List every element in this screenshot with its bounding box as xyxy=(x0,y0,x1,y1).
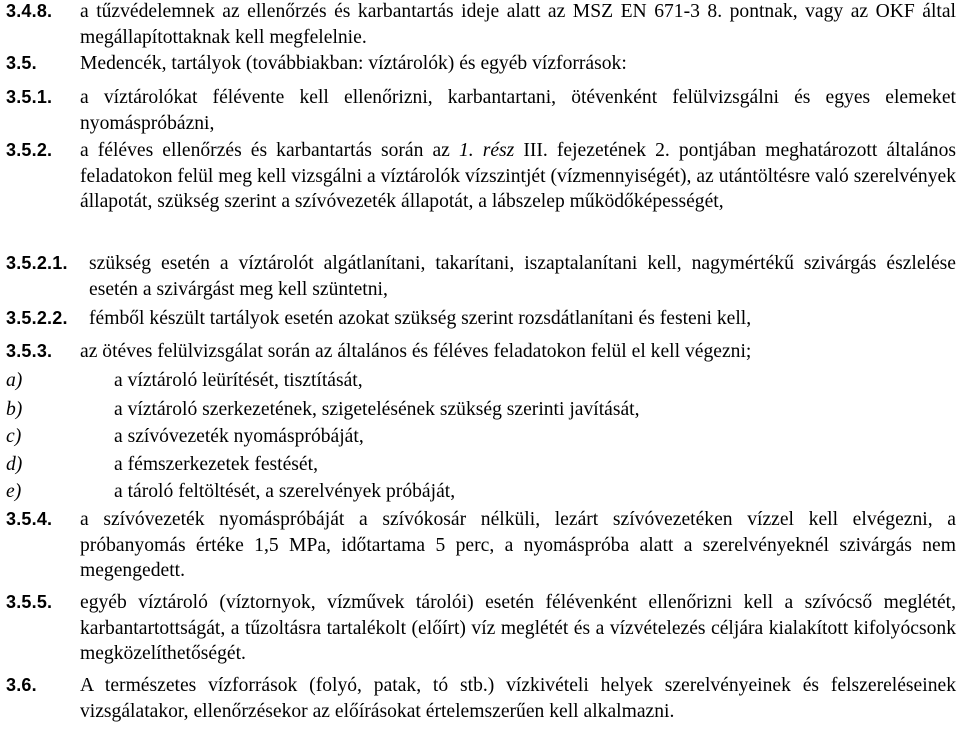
paragraph-3-5 xyxy=(6,51,956,77)
paragraph-text: a szívóvezeték nyomáspróbáját a szívókosár nélküli, lezárt szívóvezetéken vízzel kell elvégezni, a próbanyomás értéke 1,5 MPa, időtartama 5 perc, a nyomáspróba alatt a szerelvényeknél szivárgás nem megengedett. xyxy=(80,509,956,582)
list-item-c xyxy=(6,424,956,450)
list-item-e xyxy=(6,479,956,505)
paragraph-3-5-3 xyxy=(6,339,956,365)
section-number: 3.4.8. xyxy=(6,1,53,21)
paragraph-3-4-8 xyxy=(6,0,956,50)
list-item-text: a tároló feltöltését, a szerelvények próbáját, xyxy=(114,481,456,502)
paragraph-text xyxy=(80,138,956,215)
text-part: a féléves ellenőrzés és karbantartás során az xyxy=(80,140,459,161)
section-number: 3.5.4. xyxy=(6,509,53,529)
list-letter: a) xyxy=(6,370,23,391)
paragraph-text: az ötéves felülvizsgálat során az általános és féléves feladatokon felül el kell végezni; xyxy=(80,341,752,362)
section-number: 3.5.2. xyxy=(6,140,53,160)
section-number: 3.5.3. xyxy=(6,341,53,361)
list-item-d xyxy=(6,452,956,478)
section-number: 3.5.5. xyxy=(6,592,53,612)
paragraph-3-5-2-2 xyxy=(6,306,956,332)
list-item-text: a szívóvezeték nyomáspróbáját, xyxy=(114,426,364,447)
paragraph-3-5-4 xyxy=(6,507,956,584)
paragraph-text: fémből készült tartályok esetén azokat szükség szerint rozsdátlanítani és festeni kell, xyxy=(89,308,752,329)
paragraph-3-5-1 xyxy=(6,85,956,136)
section-number: 3.6. xyxy=(6,675,37,695)
paragraph-text: szükség esetén a víztárolót algátlanítani, takarítani, iszaptalanítani kell, nagymértékű szivárgás észlelése esetén a szivárgást meg kell szüntetni, xyxy=(89,253,956,300)
section-number: 3.5.2.2. xyxy=(6,308,68,328)
list-letter: c) xyxy=(6,426,22,447)
list-item-b xyxy=(6,397,956,423)
list-item-a xyxy=(6,368,956,394)
section-number: 3.5.2.1. xyxy=(6,253,68,273)
list-item-text: a víztároló szerkezetének, szigetelésének szükség szerinti javítását, xyxy=(114,399,640,420)
paragraph-3-5-2-1 xyxy=(6,251,956,302)
section-number: 3.5. xyxy=(6,53,37,73)
paragraph-text: a tűzvédelemnek az ellenőrzés és karbantartás ideje alatt az MSZ EN 671-3 8. pontnak, vagy az OKF által megállapítottaknak kell megfelelnie. xyxy=(80,1,956,48)
paragraph-3-5-2 xyxy=(6,138,956,215)
list-letter: e) xyxy=(6,481,22,502)
paragraph-3-5-5 xyxy=(6,590,956,667)
text-part: III. fejezetének 2. pontjában meghatározott általános feladatokon felül meg kell vizsgálni a víztárolók vízszintjét (vízmennyiségét), az utántöltésre való szerelvények állapotát, szükség szerint a szívóvezeték állapotát, a lábszelep működőképességét, xyxy=(80,140,956,213)
list-item-text: a fémszerkezetek festését, xyxy=(114,454,318,475)
list-letter: b) xyxy=(6,399,23,420)
paragraph-text: Medencék, tartályok (továbbiakban: víztárolók) és egyéb vízforrások: xyxy=(80,53,627,74)
paragraph-3-6 xyxy=(6,673,956,724)
paragraph-text: egyéb víztároló (víztornyok, vízművek tárolói) esetén félévenként ellenőrizni kell a szívócső meglétét, karbantartottságát, a tűzoltásra tartalékolt (előírt) víz meglétét és a vízvételezés céljára kialakított kifolyócsonk megközelíthetőségét. xyxy=(80,592,956,665)
list-item-text: a víztároló leürítését, tisztítását, xyxy=(114,370,363,391)
paragraph-text: A természetes vízforrások (folyó, patak, tó stb.) vízkivételi helyek szerelvényeinek és felszereléseinek vizsgálatakor, ellenőrzésekor az előírásokat értelemszerűen kell alkalmazni. xyxy=(80,675,956,722)
paragraph-text: a víztárolókat félévente kell ellenőrizni, karbantartani, ötévenként felülvizsgálni és egyes elemeket nyomáspróbázni, xyxy=(80,87,956,134)
italic-reference: 1. rész xyxy=(458,140,515,161)
section-number: 3.5.1. xyxy=(6,87,53,107)
list-letter: d) xyxy=(6,454,23,475)
